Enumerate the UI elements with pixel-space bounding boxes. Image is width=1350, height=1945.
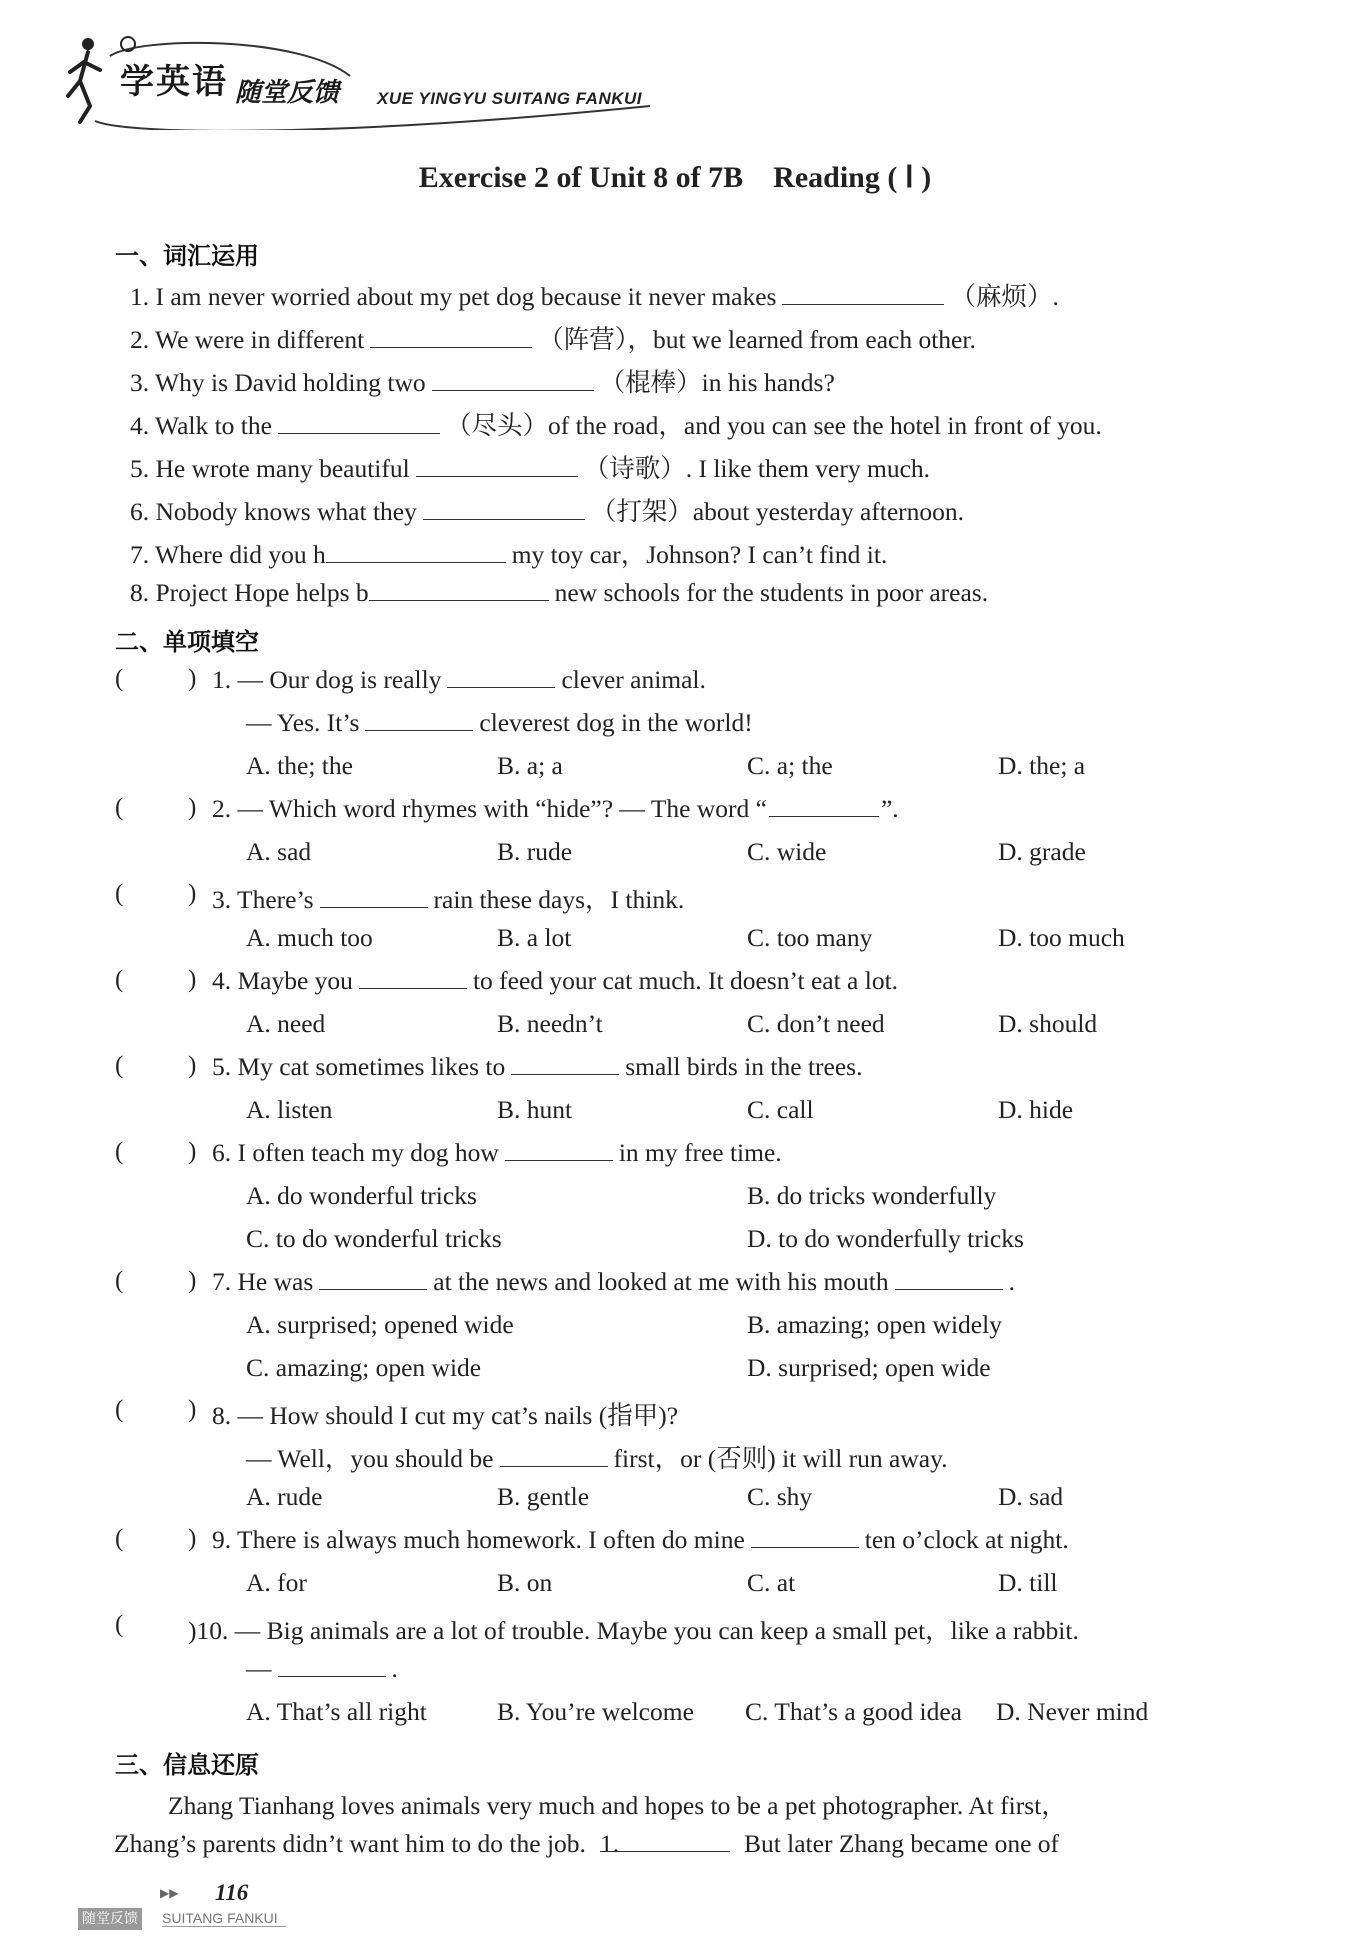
section-heading-information-restore: 三、信息还原 <box>115 1751 259 1779</box>
mc-question-10b: — . <box>246 1654 398 1683</box>
footer-subtitle: SUITANG FANKUI <box>162 1910 286 1927</box>
mc-option-8b[interactable]: B. gentle <box>497 1482 590 1511</box>
mc-question-5: 5. My cat sometimes likes to small birds in the trees. <box>212 1052 863 1081</box>
answer-blank[interactable] <box>278 411 440 434</box>
mc-option-9d[interactable]: D. till <box>998 1568 1058 1597</box>
mc-question-1a: 1. — Our dog is really clever animal. <box>212 665 706 694</box>
answer-blank[interactable] <box>500 1444 608 1467</box>
mc-option-10a[interactable]: A. That’s all right <box>246 1697 427 1726</box>
mc-option-7a[interactable]: A. surprised; opened wide <box>246 1310 514 1339</box>
mc-question-10a: )10. — Big animals are a lot of trouble. Maybe you can keep a small pet，like a rabbit. <box>188 1616 1079 1645</box>
answer-blank[interactable] <box>423 497 585 520</box>
answer-blank[interactable] <box>320 885 428 908</box>
mc-option-6d[interactable]: D. to do wonderfully tricks <box>747 1224 1024 1253</box>
mc-option-5c[interactable]: C. call <box>747 1095 814 1124</box>
answer-paren-close: ) <box>188 1525 197 1552</box>
mc-question-3: 3. There’s rain these days，I think. <box>212 885 685 914</box>
answer-paren-close: ) <box>188 1267 197 1294</box>
answer-blank[interactable] <box>447 665 555 688</box>
answer-paren-close: ) <box>188 1052 197 1079</box>
answer-blank[interactable] <box>278 1654 386 1677</box>
answer-blank[interactable] <box>416 454 578 477</box>
mc-option-5d[interactable]: D. hide <box>998 1095 1074 1124</box>
mc-option-1d[interactable]: D. the; a <box>998 751 1086 780</box>
mc-question-1b: — Yes. It’s cleverest dog in the world! <box>246 708 753 737</box>
mc-option-1c[interactable]: C. a; the <box>747 751 833 780</box>
page-title: Exercise 2 of Unit 8 of 7B Reading ( Ⅰ ) <box>418 161 932 194</box>
answer-paren-close: ) <box>188 1138 197 1165</box>
answer-paren-open: ( <box>115 1138 124 1165</box>
mc-option-7b[interactable]: B. amazing; open widely <box>747 1310 1002 1339</box>
mc-option-9b[interactable]: B. on <box>497 1568 553 1597</box>
vocab-item-1: 1. I am never worried about my pet dog because it never makes （麻烦）. <box>130 282 1059 311</box>
answer-blank[interactable] <box>369 578 549 601</box>
mc-question-2: 2. — Which word rhymes with “hide”? — The word “ ”. <box>212 794 899 823</box>
mc-option-6b[interactable]: B. do tricks wonderfully <box>747 1181 997 1210</box>
mc-option-7c[interactable]: C. amazing; open wide <box>246 1353 482 1382</box>
answer-paren-close: ) <box>188 880 197 907</box>
answer-paren-open: ( <box>115 1267 124 1294</box>
mc-question-4: 4. Maybe you to feed your cat much. It doesn’t eat a lot. <box>212 966 899 995</box>
mc-option-6c[interactable]: C. to do wonderful tricks <box>246 1224 502 1253</box>
mc-option-2d[interactable]: D. grade <box>998 837 1086 866</box>
vocab-item-6: 6. Nobody knows what they （打架）about yesterday afternoon. <box>130 497 965 526</box>
mc-option-9a[interactable]: A. for <box>246 1568 307 1597</box>
mc-option-10b[interactable]: B. You’re welcome <box>497 1697 694 1726</box>
answer-paren-open: ( <box>115 794 124 821</box>
mc-option-4a[interactable]: A. need <box>246 1009 326 1038</box>
answer-blank[interactable] <box>432 368 594 391</box>
answer-blank[interactable] <box>782 282 944 305</box>
mc-option-9c[interactable]: C. at <box>747 1568 796 1597</box>
answer-blank[interactable] <box>365 708 473 731</box>
answer-paren-close: ) <box>188 966 197 993</box>
answer-blank[interactable] <box>370 325 532 348</box>
mc-question-8a: 8. — How should I cut my cat’s nails (指甲)? <box>212 1401 679 1430</box>
footer-badge: 随堂反馈 <box>78 1908 142 1930</box>
passage-line-1: Zhang Tianhang loves animals very much and hopes to be a pet photographer. At first， <box>168 1791 1067 1820</box>
logo-pinyin: XUE YINGYU SUITANG FANKUI <box>377 89 643 108</box>
mc-option-5a[interactable]: A. listen <box>246 1095 333 1124</box>
mc-question-7: 7. He was at the news and looked at me with his mouth . <box>212 1267 1016 1296</box>
answer-paren-open: ( <box>115 665 124 692</box>
mc-option-8d[interactable]: D. sad <box>998 1482 1064 1511</box>
mc-option-10c[interactable]: C. That’s a good idea <box>745 1697 962 1726</box>
answer-paren-open: ( <box>115 1396 124 1423</box>
mc-option-8c[interactable]: C. shy <box>747 1482 813 1511</box>
answer-paren-open: ( <box>115 1611 124 1638</box>
vocab-item-2: 2. We were in different （阵营），but we learned from each other. <box>130 325 976 354</box>
answer-blank[interactable] <box>319 1267 427 1290</box>
answer-blank[interactable] <box>895 1267 1003 1290</box>
answer-blank[interactable] <box>511 1052 619 1075</box>
answer-paren-open: ( <box>115 1052 124 1079</box>
mc-option-3b[interactable]: B. a lot <box>497 923 572 952</box>
answer-blank[interactable] <box>359 966 467 989</box>
mc-option-2c[interactable]: C. wide <box>747 837 827 866</box>
mc-option-4c[interactable]: C. don’t need <box>747 1009 885 1038</box>
answer-blank[interactable]: 1. <box>600 1829 730 1852</box>
mc-option-5b[interactable]: B. hunt <box>497 1095 573 1124</box>
mc-option-8a[interactable]: A. rude <box>246 1482 323 1511</box>
mc-question-6: 6. I often teach my dog how in my free time. <box>212 1138 782 1167</box>
answer-paren-open: ( <box>115 880 124 907</box>
answer-blank[interactable] <box>505 1138 613 1161</box>
section-heading-vocabulary: 一、词汇运用 <box>115 242 259 270</box>
page-arrow-icon: ▶▶ <box>160 1886 179 1900</box>
mc-option-4b[interactable]: B. needn’t <box>497 1009 603 1038</box>
mc-question-8b: — Well，you should be first，or (否则) it will run away. <box>246 1444 948 1473</box>
mc-option-10d[interactable]: D. Never mind <box>996 1697 1149 1726</box>
mc-option-1b[interactable]: B. a; a <box>497 751 563 780</box>
mc-option-2a[interactable]: A. sad <box>246 837 312 866</box>
page-number: 116 <box>215 1880 249 1905</box>
logo-chinese-title: 学英语 <box>120 62 228 102</box>
answer-blank[interactable] <box>769 794 879 817</box>
logo-chinese-subtitle: 随堂反馈 <box>235 78 340 108</box>
passage-line-2: Zhang’s parents didn’t want him to do the job. 1. But later Zhang became one of <box>114 1829 1060 1858</box>
answer-paren-open: ( <box>115 1525 124 1552</box>
mc-option-2b[interactable]: B. rude <box>497 837 573 866</box>
mc-option-6a[interactable]: A. do wonderful tricks <box>246 1181 477 1210</box>
mc-question-9: 9. There is always much homework. I often do mine ten o’clock at night. <box>212 1525 1069 1554</box>
mc-option-3c[interactable]: C. too many <box>747 923 873 952</box>
vocab-item-8: 8. Project Hope helps b new schools for the students in poor areas. <box>130 578 989 607</box>
vocab-item-3: 3. Why is David holding two （棍棒）in his hands? <box>130 368 835 397</box>
answer-paren-open: ( <box>115 966 124 993</box>
mc-option-1a[interactable]: A. the; the <box>246 751 353 780</box>
answer-paren-close: ) <box>188 665 197 692</box>
answer-paren-close: ) <box>188 1396 197 1423</box>
answer-paren-close: ) <box>188 794 197 821</box>
answer-blank[interactable] <box>326 540 506 563</box>
mc-option-3a[interactable]: A. much too <box>246 923 373 952</box>
vocab-item-4: 4. Walk to the （尽头）of the road，and you can see the hotel in front of you. <box>130 411 1102 440</box>
section-heading-multiple-choice: 二、单项填空 <box>115 628 259 656</box>
mc-option-4d[interactable]: D. should <box>998 1009 1098 1038</box>
answer-blank[interactable] <box>751 1525 859 1548</box>
vocab-item-7: 7. Where did you h my toy car，Johnson? I can’t find it. <box>130 540 888 569</box>
vocab-item-5: 5. He wrote many beautiful （诗歌）. I like them very much. <box>130 454 931 483</box>
mc-option-3d[interactable]: D. too much <box>998 923 1125 952</box>
mc-option-7d[interactable]: D. surprised; open wide <box>747 1353 991 1382</box>
header-logo <box>50 26 690 130</box>
